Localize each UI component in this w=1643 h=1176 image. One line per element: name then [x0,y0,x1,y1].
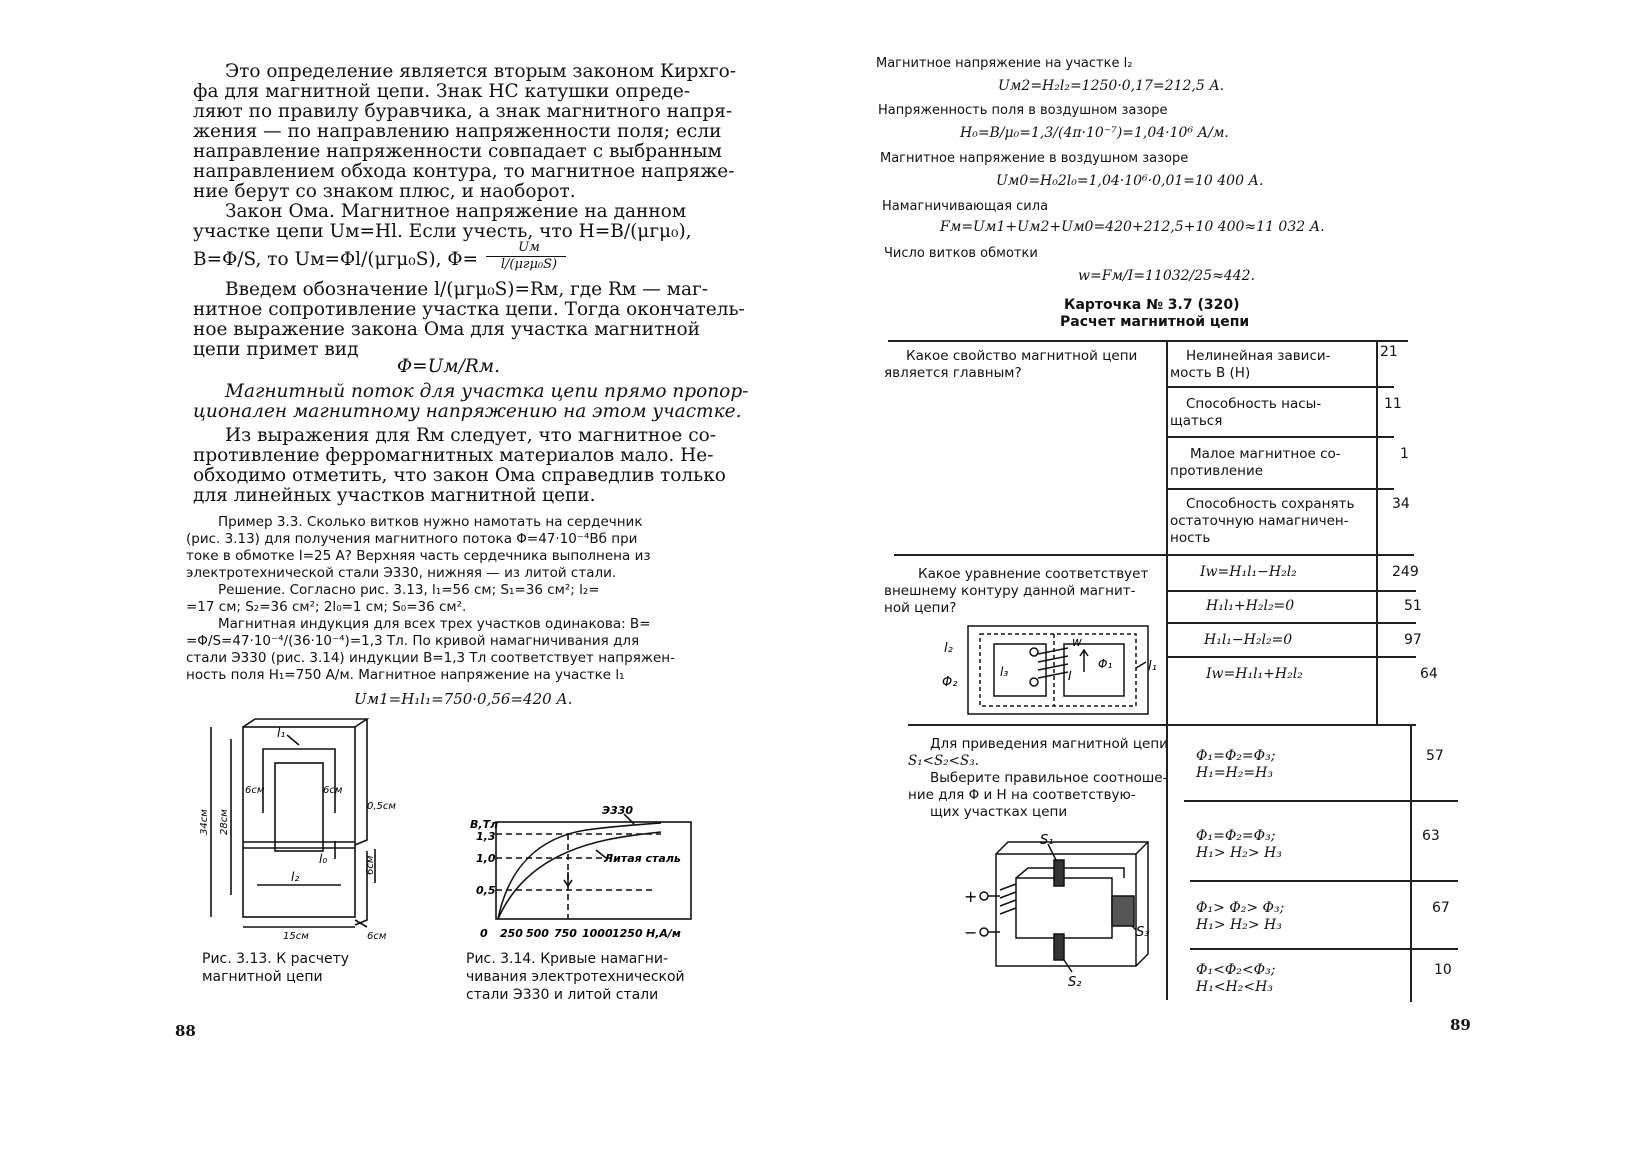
text-line: нитное сопротивление участка цепи. Тогда окончатель- [193,299,745,320]
text-line: обходимо отметить, что закон Ома справедлив только [193,465,726,486]
text-line: ность поля H₁=750 А/м. Магнитное напряжение на участке l₁ [186,667,625,683]
label-05cm: 0,5см [367,801,396,812]
text-line: Магнитная индукция для всех трех участков одинакова: B= [218,616,651,632]
text-line: Пример 3.3. Сколько витков нужно намотать на сердечник [218,514,643,530]
answer-option[interactable] [1170,348,1374,382]
answer-line: противление [1170,463,1264,479]
row-line [894,554,1414,556]
text-line: (рис. 3.13) для получения магнитного потока Φ=47·10⁻⁴Вб при [186,531,638,547]
l1-path [263,749,335,813]
answer-code: 1 [1400,446,1409,462]
fraction-denominator: l/(μгμ₀S) [500,257,558,272]
label-I: I [1068,669,1072,683]
question-line: щих участках цепи [930,804,1068,820]
right-page [820,0,1643,1176]
question-line: S₁<S₂<S₃. [908,753,979,769]
caption-line: чивания электротехнической [466,969,685,985]
caption-line: магнитной цепи [202,969,323,985]
ylabel: B,Тл [470,818,499,831]
question-line: Выберите правильное соотноше- [930,770,1168,786]
text-line: ное выражение закона Ома для участка магнитной [193,319,701,340]
l1-pointer [1136,662,1146,668]
answer-code: 34 [1392,496,1410,512]
row-line [1190,948,1458,950]
card-title: Карточка № 3.7 (320) [1064,297,1240,313]
paragraph-resistance [193,279,745,360]
label-6cm-c: 6см [365,855,376,875]
ytick-1-0: 1,0 [476,852,496,865]
text-line: жения — по направлению напряженности поля; если [193,121,722,142]
text-line: направление напряженности совпадает с выбранным [193,141,722,162]
paragraph-conclusion [193,425,726,506]
question-line: Какое свойство магнитной цепи [906,348,1138,364]
answer-option[interactable]: Iw=H₁l₁+H₂l₂ [1206,666,1303,682]
answer-option[interactable] [1196,748,1275,782]
terminal-minus [980,928,988,936]
section-s2 [1054,934,1064,960]
answer-option[interactable]: Iw=H₁l₁−H₂l₂ [1200,564,1297,580]
ytick-1-3: 1,3 [476,830,496,843]
label-l1: l₁ [1148,659,1157,674]
question-line: ние для Φ и H на соответствую- [908,787,1136,803]
curve-e330 [498,823,661,919]
answer-line: Способность сохранять [1186,496,1355,512]
table-top-line [888,340,1408,342]
text-line: Введем обозначение l/(μгμ₀S)=Rм, где Rм — маг- [225,279,708,300]
winding [1000,884,1016,914]
text-line: цепи примет вид [193,339,359,360]
section-s1 [1054,860,1064,886]
question-3 [908,736,1184,821]
question-line: Какое уравнение соответствует [918,566,1149,582]
answer-line: щаться [1170,413,1223,429]
curve-label-e330: Э330 [602,804,634,817]
label-l1: l₁ [277,726,286,740]
answer-line: H₁> H₂> H₃ [1196,917,1282,933]
text-line: токе в обмотке I=25 А? Верхняя часть сердечника выполнена из [186,548,651,564]
answer-code: 97 [1404,632,1422,648]
page-number-left: 88 [175,1022,196,1040]
answer-code: 249 [1392,564,1419,580]
left-page [0,0,820,1176]
label-l3: l₃ [1000,665,1009,679]
label-phi1: Φ₁ [1098,657,1113,671]
answer-line: H₁<H₂<H₃ [1196,979,1273,995]
answer-option[interactable] [1196,900,1284,934]
example-3-3 [186,514,726,684]
row-line [1166,488,1394,490]
core-outer [968,626,1148,714]
chart-frame [496,822,691,919]
formula-line: Uм0=H₀2l₀=1,04·10⁶·0,01=10 400 А. [996,173,1264,189]
text-line: Напряженность поля в воздушном зазоре [878,103,1168,118]
formula-ohm: Φ=Uм/Rм. [397,356,500,377]
table-col-divider-3 [1410,726,1412,1002]
row-line [1166,656,1416,658]
text-line: =Φ/S=47·10⁻⁴/(36·10⁻⁴)=1,3 Тл. По кривой намагничивания для [186,633,640,649]
question-line: является главным? [884,365,1022,381]
ytick-0-5: 0,5 [476,884,496,897]
answer-line: Малое магнитное со- [1190,446,1341,462]
label-s3: S₃ [1136,925,1150,940]
xtick-0: 0 [480,927,488,940]
answer-line: H₁=H₂=H₃ [1196,765,1273,781]
answer-option[interactable] [1196,962,1275,996]
coil-terminal [1030,678,1038,686]
label-l0: l₀ [319,852,328,866]
text-line: для линейных участков магнитной цепи. [193,485,596,506]
answer-code: 51 [1404,598,1422,614]
row-line [1166,436,1394,438]
label-plus: + [964,887,978,906]
label-l2: l₂ [944,641,953,656]
answer-code: 63 [1422,828,1440,844]
label-15cm: 15см [283,931,309,942]
caption-fig-3-14 [466,950,685,1004]
answer-line: остаточную намагничен- [1170,513,1349,529]
core-window [275,763,323,851]
label-34cm: 34см [199,809,210,835]
question-1 [884,348,1164,382]
core-outline [243,727,355,917]
question-line: ной цепи? [884,600,957,616]
text-line: Решение. Согласно рис. 3.13, l₁=56 см; S₁=36 см²; l₂= [218,582,600,598]
text-line: направлением обхода контура, то магнитное напряже- [193,161,735,182]
text-line: электротехнической стали Э330, нижняя — из литой стали. [186,565,617,581]
label-28cm: 28см [219,809,230,835]
answer-line: ность [1170,530,1211,546]
formula-line: H₀=B/μ₀=1,3/(4π·10⁻⁷)=1,04·10⁶ А/м. [960,125,1229,141]
q3-core-figure [956,830,1176,990]
window-right [1064,644,1124,696]
text-line: Число витков обмотки [884,246,1038,261]
row-line [1166,590,1416,592]
coil-terminal [1030,648,1038,656]
answer-code: 67 [1432,900,1450,916]
label-l2: l₂ [291,870,300,884]
label-s1: S₁ [1040,833,1054,848]
answer-code: 10 [1434,962,1452,978]
text-line: Магнитный поток для участка цепи прямо пропор- [225,381,749,402]
answer-line: Способность насы- [1186,396,1322,412]
text-line: Магнитное напряжение в воздушном зазоре [880,151,1189,166]
text-line: стали Э330 (рис. 3.14) индукции B=1,3 Тл соответствует напряжен- [186,650,675,666]
label-s2: S₂ [1068,975,1082,990]
text-line: ционален магнитному напряжению на этом участке. [193,401,742,422]
answer-code: 21 [1380,344,1398,360]
row-line [908,724,1416,726]
terminal-plus [980,892,988,900]
l1-pointer [287,735,299,745]
core-window [1016,878,1112,938]
text-line: Магнитное напряжение на участке l₂ [876,56,1133,71]
text-line: =17 см; S₂=36 см²; 2l₀=1 см; S₀=36 см². [186,599,467,615]
answer-code: 57 [1426,748,1444,764]
text-line: Намагничивающая сила [882,199,1049,214]
label-w: w [1072,635,1082,649]
curve-cast-steel [498,832,661,919]
italic-statement [193,381,749,422]
label-minus: − [964,923,978,942]
figure-3-14-chart [456,800,716,945]
section-s3 [1112,896,1134,926]
xtick-500: 500 [526,927,549,940]
text-line: Из выражения для Rм следует, что магнитное со- [225,425,717,446]
inner-3d [1016,868,1124,878]
answer-option[interactable]: H₁l₁+H₂l₂=0 [1206,598,1295,614]
row-line [1190,880,1458,882]
answer-code: 64 [1420,666,1438,682]
q2-magnetic-circuit-figure [938,620,1168,720]
answer-option[interactable] [1196,828,1282,862]
xtick-1250: 1250 [612,927,643,940]
text-line: ляют по правилу буравчика, а знак магнитного напря- [193,101,733,122]
formula-line: Uм2=H₂l₂=1250·0,17=212,5 А. [998,78,1225,94]
fraction [474,240,584,272]
answer-option[interactable] [1170,446,1374,480]
label-phi2: Φ₂ [942,675,958,690]
text-line: ние берут со знаком плюс, и наоборот. [193,181,576,202]
answer-option[interactable] [1170,496,1380,547]
answer-option[interactable]: H₁l₁−H₂l₂=0 [1204,632,1293,648]
text-line: фа для магнитной цепи. Знак НС катушки опреде- [193,81,691,102]
formula-line: Fм=Uм1+Uм2+Uм0=420+212,5+10 400≈11 032 А. [940,219,1325,235]
xtick-750: 750 [554,927,577,940]
answer-line: H₁> H₂> H₃ [1196,845,1282,861]
page-number-right: 89 [1450,1016,1471,1034]
answer-line: Нелинейная зависи- [1186,348,1331,364]
answer-line: Φ₁=Φ₂=Φ₃; [1196,748,1276,764]
row-line [1166,386,1394,388]
label-6cm-b: 6см [323,785,343,796]
answer-line: Φ₁> Φ₂> Φ₃; [1196,900,1285,916]
current-arrow [1080,650,1088,672]
row-line [1166,622,1416,624]
caption-line: Рис. 3.13. К расчету [202,951,350,967]
paragraph-kirchhoff [193,61,736,202]
formula-um1: Uм1=H₁l₁=750·0,56=420 А. [354,690,573,708]
arrow-down [564,872,572,886]
answer-line: Φ₁=Φ₂=Φ₃; [1196,828,1276,844]
question-line: внешнему контуру данной магнит- [884,583,1136,599]
text-line: противление ферромагнитных материалов мало. Не- [193,445,714,466]
caption-fig-3-13 [202,950,349,986]
xtick-1000: 1000 [582,927,613,940]
answer-code: 11 [1384,396,1402,412]
answer-option[interactable] [1170,396,1374,430]
row-line [1184,800,1458,802]
core-upper-3d [243,719,367,845]
fraction-numerator: Uм [518,240,540,255]
curve-label-cast: Литая сталь [604,852,681,865]
text-line: Закон Ома. Магнитное напряжение на данном [225,201,687,222]
figure-3-13-core [195,715,425,945]
label-6cm-d: 6см [367,931,387,942]
xlabel: H,А/м [646,927,681,940]
answer-line: мость B (H) [1170,365,1251,381]
text-line: B=Φ/S, то Uм=Φl/(μгμ₀S), Φ= [193,249,479,270]
caption-line: стали Э330 и литой стали [466,987,659,1003]
text-line: Это определение является вторым законом Кирхго- [225,61,736,82]
text-line: участке цепи Uм=Hl. Если учесть, что H=B/(μгμ₀), [193,221,692,242]
card-subtitle: Расчет магнитной цепи [1060,314,1250,330]
question-2 [884,566,1174,617]
answer-line: Φ₁<Φ₂<Φ₃; [1196,962,1276,978]
caption-line: Рис. 3.14. Кривые намагни- [466,951,669,967]
formula-line: w=Fм/I=11032/25≈442. [1078,268,1255,284]
label-6cm-a: 6см [245,785,265,796]
paragraph-ohm-law [193,202,713,270]
xtick-250: 250 [500,927,523,940]
question-line: Для приведения магнитной цепи [930,736,1168,752]
